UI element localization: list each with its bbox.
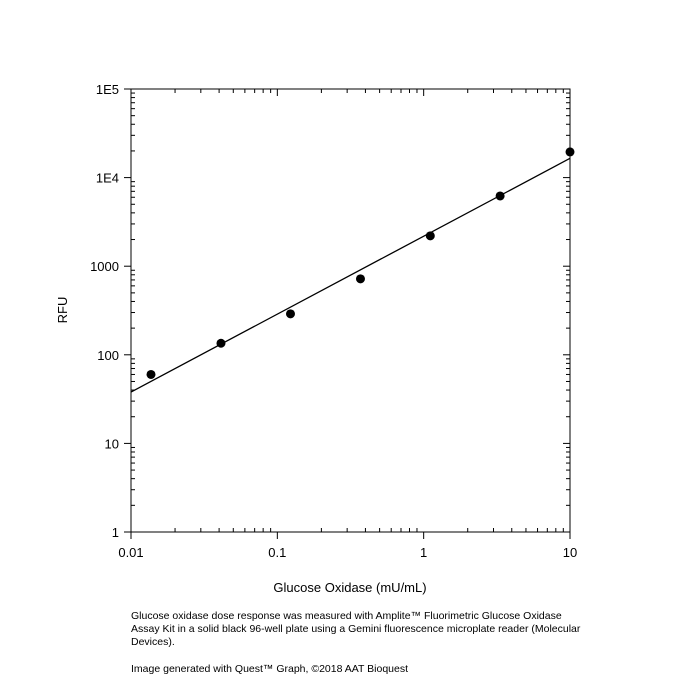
fit-line [131,158,570,392]
data-point [216,339,225,348]
y-tick-label: 100 [97,347,119,363]
data-point [496,191,505,200]
y-tick-label: 1 [111,525,119,540]
x-tick-label: 0.1 [268,545,287,560]
data-points [147,147,575,379]
axes [131,89,570,532]
data-point [147,370,156,379]
data-point [286,309,295,318]
y-tick-label: 1E4 [95,170,119,186]
tick-labels [90,82,577,560]
x-tick-label: 0.01 [118,545,144,560]
y-tick-label: 1E5 [95,82,119,97]
data-point [356,274,365,283]
x-tick-label: 1 [420,545,428,560]
image-credit: Image generated with Quest™ Graph, ©2018 AAT Bioquest [131,663,409,675]
ticks [124,89,570,539]
plot-frame [131,89,570,532]
y-tick-label: 10 [104,436,119,452]
figure-caption: Glucose oxidase dose response was measured with Amplite™ Fluorimetric Glucose Oxidase Assay Kit in a solid black 96-well plate using a Gemini fluorescence microplate reader (Molecular Devices). [131,610,581,648]
x-tick-label: 10 [562,545,578,560]
x-axis-label: Glucose Oxidase (mU/mL) [273,580,427,595]
data-point [426,231,435,240]
data-point [566,147,575,156]
y-axis-label: RFU [55,296,70,324]
y-tick-label: 1000 [90,259,119,275]
